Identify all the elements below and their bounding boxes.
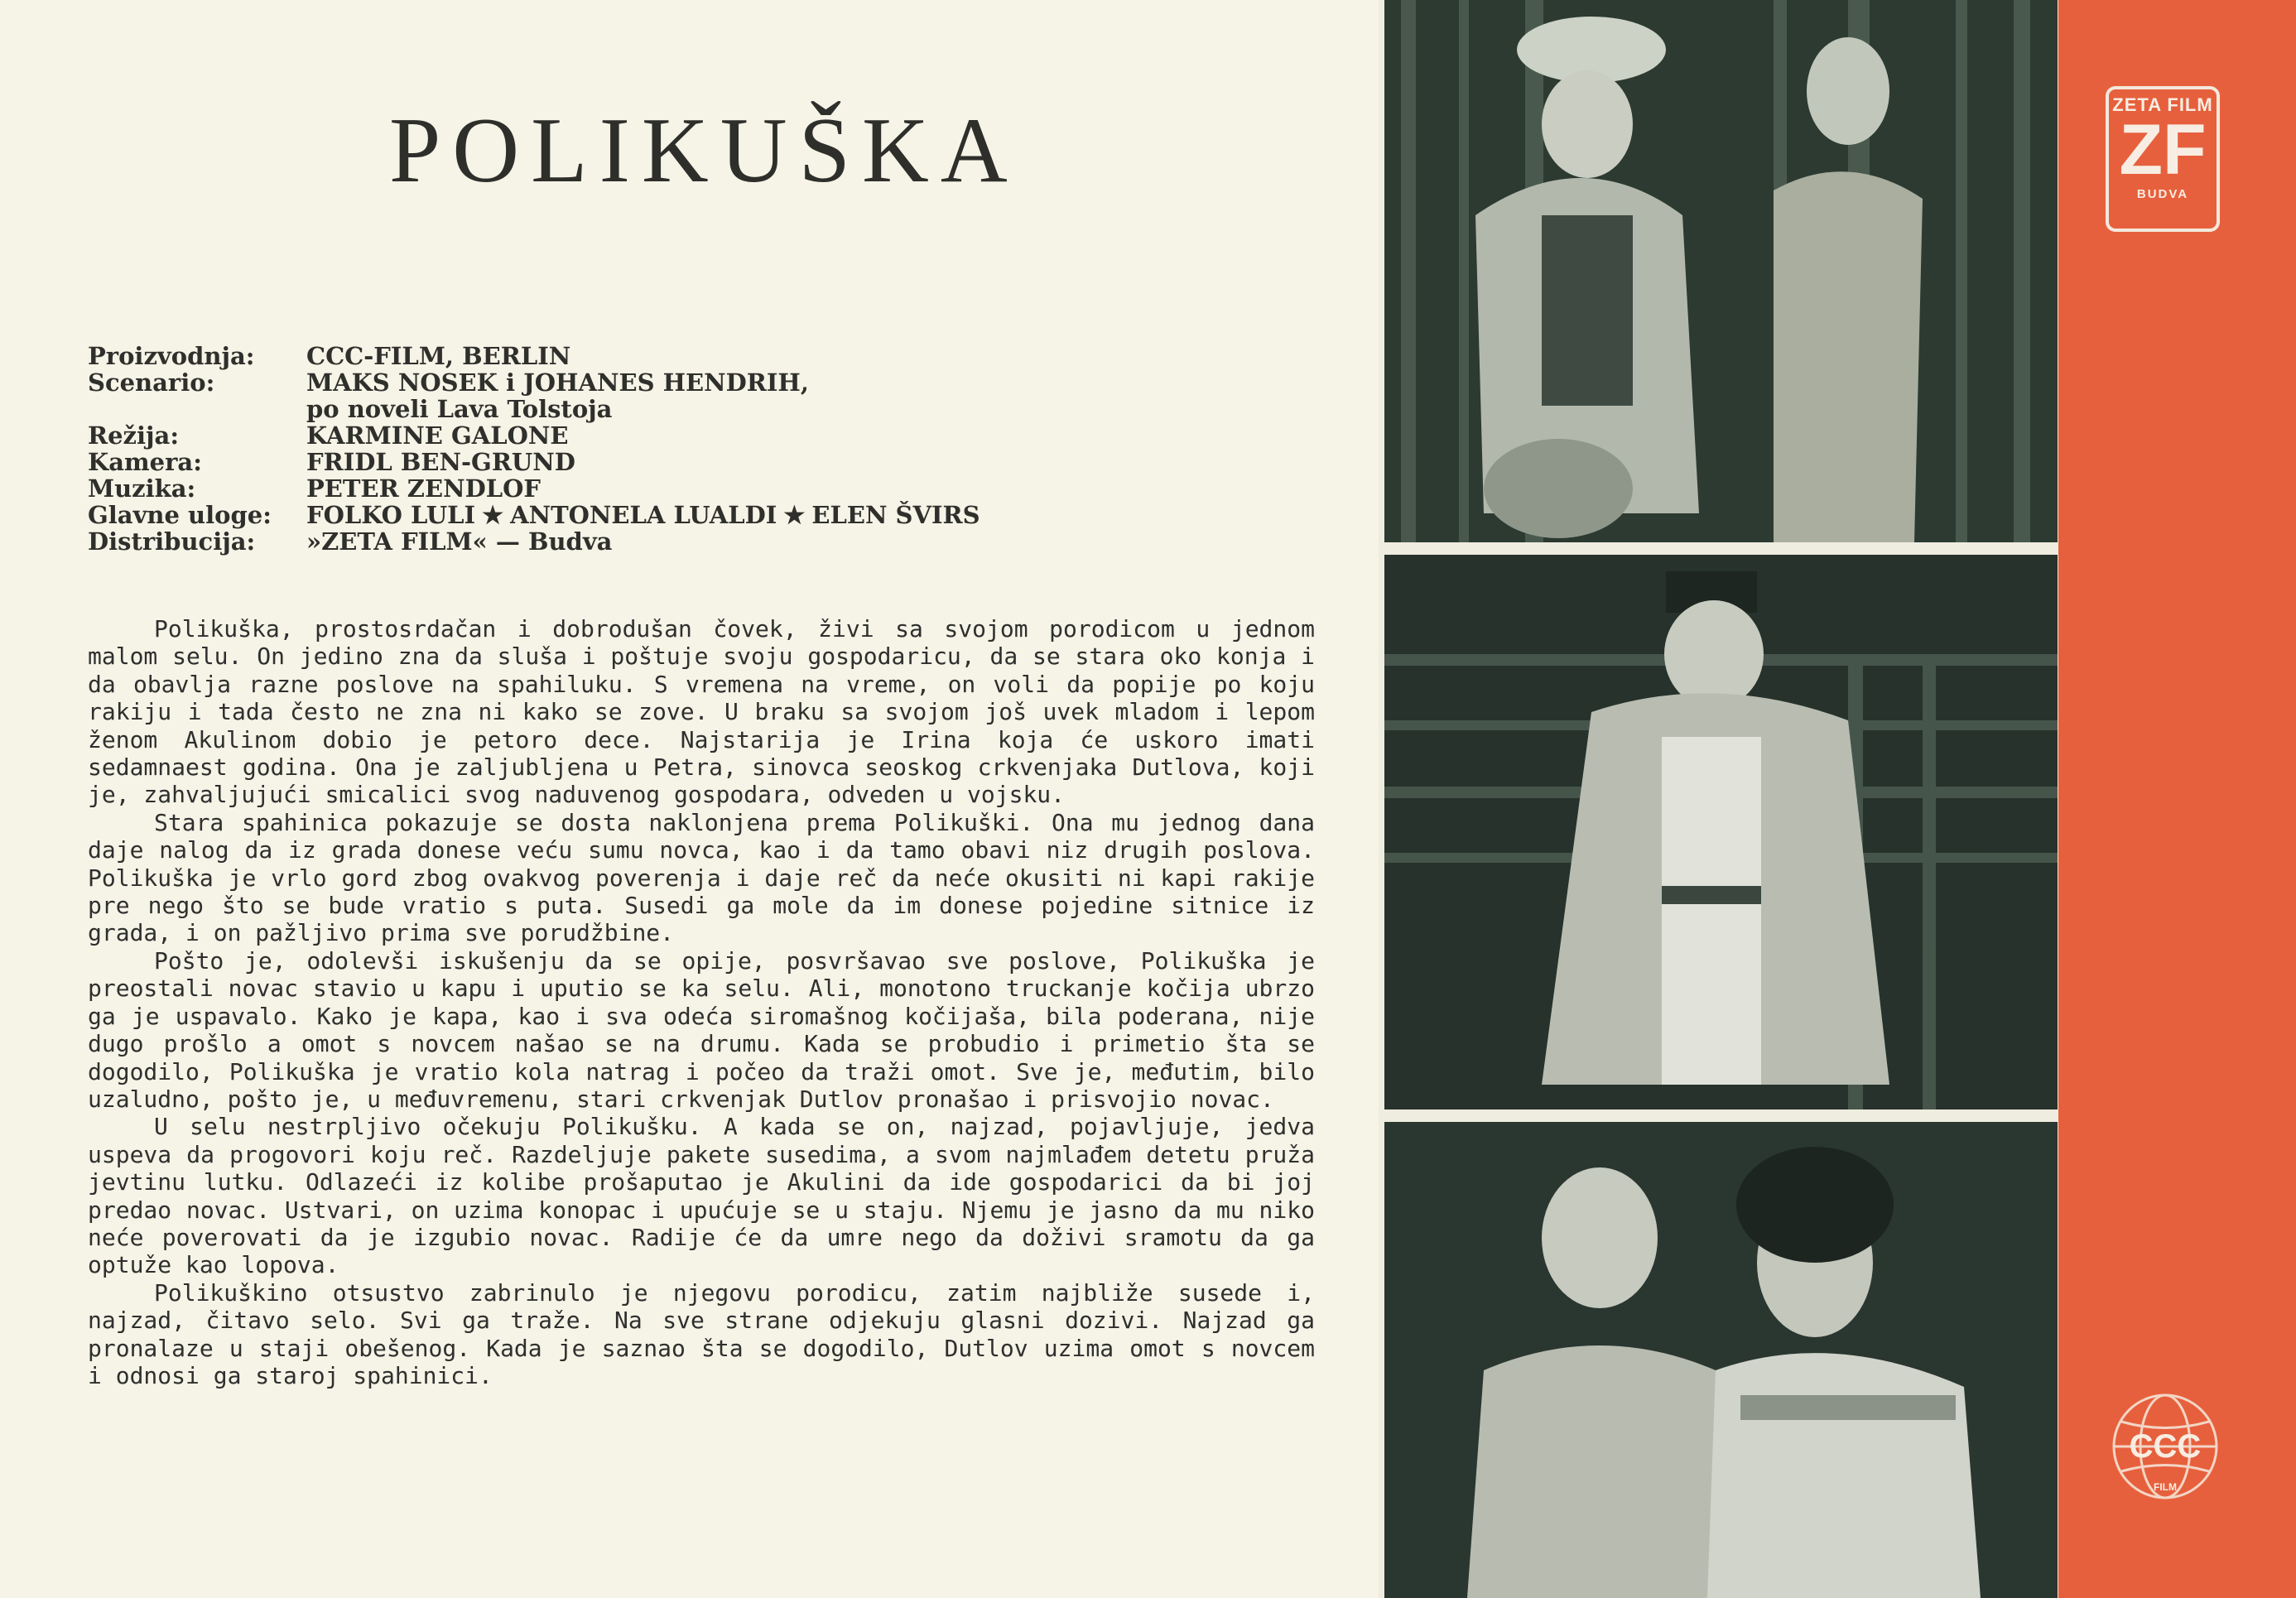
photo-woman-and-man-in-forest [1384,0,2058,542]
credit-row-screenplay-source [88,396,980,422]
cast-member: FOLKO LULI [306,501,476,529]
synopsis-paragraph: Polikuškino otsustvo zabrinulo je njegovu porodicu, zatim najbliže susede i, najzad, čitavo selo. Svi ga traže. Na sve strane odjekuju glasni dozivi. Najzad ga pronalaze u staji obešenog. Kada je saznao šta se dogodilo, Dutlov uzima omot s novcem i odnosi ga staroj spahinici. [88,1278,1315,1389]
credit-row-distribution [88,528,980,555]
synopsis-paragraph: Pošto je, odolevši iskušenju da se opije, posvršavao sve poslove, Polikuška je preostali novac stavio u kapu i uputio se ka selu. Ali, monotono truckanje kočija ubrzo ga je uspavalo. Kako je kapa, kao i sva odeća siromašnog kočijaša, bila poderana, nije dugo prošlo a omot s novcem našao se na drumu. Kada se probudio i primetio šta se dogodilo, Polikuška je vratio kola natrag i počeo da traži omot. Sve je, međutim, bilo uzaludno, pošto je, u međuvremenu, stari crkvenjak Dutlov pronašao i prisvojio novac. [88,946,1315,1113]
credit-row-production [88,343,980,369]
photo-man-in-fur-coat [1384,555,2058,1109]
credit-label: Distribucija: [88,527,256,556]
film-title: POLIKUŠKA [389,99,1019,202]
star-icon: ★ [783,501,806,529]
credit-label: Scenario: [88,368,215,397]
zeta-logo-mark: ZF [2119,110,2207,190]
credit-label: Kamera: [88,448,202,476]
zeta-film-logo [2106,86,2220,232]
credit-value: »ZETA FILM« — Budva [306,527,613,556]
credit-value: po noveli Lava Tolstoja [306,395,613,423]
credit-row-camera [88,449,980,475]
cast-member: ELEN ŠVIRS [811,501,980,529]
star-icon: ★ [482,501,504,529]
credit-label: Režija: [88,421,180,450]
synopsis-paragraph: Stara spahinica pokazuje se dosta naklonjena prema Polikuški. Ona mu jednog dana daje nalog da iz grada donese veću sumu novca, kao i da tamo obavi niz drugih poslova. Polikuška je vrlo gord zbog ovakvog poverenja i daje reč da neće okusiti ni kapi rakije pre nego što se bude vratio s puta. Susedi ga mole da im donese pojedine sitnice iz grada, i on pažljivo prima sve porudžbine. [88,808,1315,947]
accent-strip [2058,0,2296,1598]
synopsis [88,615,1315,1389]
photo-couple-dancing [1384,1122,2058,1598]
credit-label [88,396,306,422]
ccc-film-logo [2103,1384,2227,1509]
credit-value: CCC-FILM, BERLIN [306,342,571,370]
zeta-logo-bottom: BUDVA [2136,187,2189,201]
credit-label: Glavne uloge: [88,501,272,529]
credit-value: KARMINE GALONE [306,421,569,450]
credit-value: MAKS NOSEK i JOHANES HENDRIH, [306,368,809,397]
credit-label: Muzika: [88,474,196,503]
ccc-logo-bottom: FILM [2154,1481,2177,1493]
synopsis-paragraph: U selu nestrpljivo očekuju Polikušku. A kada se on, najzad, pojavljuje, jedva uspeva da progovori koju reč. Razdeljuje pakete susedima, a svom najmlađem detetu pruža jevtinu lutku. Odlazeći iz kolibe prošaputao je Akulini da ide gospodarici da bi joj predao novac. Ustvari, on uzima konopac i upućuje se u staju. Njemu je jasno da mu niko neće poverovati da je izgubio novac. Radije će da umre nego da doživi sramotu da ga optuže kao lopova. [88,1113,1315,1279]
cast-member: ANTONELA LUALDI [510,501,777,529]
credit-value: FRIDL BEN-GRUND [306,448,575,476]
zeta-logo-top: ZETA FILM [2112,94,2213,115]
credit-row-cast [88,502,980,528]
synopsis-paragraph: Polikuška, prostosrdačan i dobrodušan čovek, živi sa svojom porodicom u jednom malom selu. On jedino zna da sluša i poštuje svoju gospodaricu, da se stara oko konja i da obavlja razne poslove na spahiluku. S vremena na vreme, on voli da popije po koju rakiju i tada često ne zna ni kako se zove. U braku sa svojom još uvek mladom i lepom ženom Akulinom dobio je petoro dece. Najstarija je Irina koja će uskoro imati sedamnaest godina. Ona je zaljubljena u Petra, sinovca seoskog crkvenjaka Dutlova, koji je, zahvaljujući smicalici svog naduvenog gospodara, odveden u vojsku. [88,615,1315,809]
credit-value [306,502,980,528]
credit-value: PETER ZENDLOF [306,474,541,503]
credits-block [88,343,980,555]
credit-row-screenplay [88,369,980,396]
credit-row-music [88,475,980,502]
credit-label: Proizvodnja: [88,342,255,370]
ccc-logo-mark: CCC [2129,1428,2202,1465]
credit-row-director [88,422,980,449]
